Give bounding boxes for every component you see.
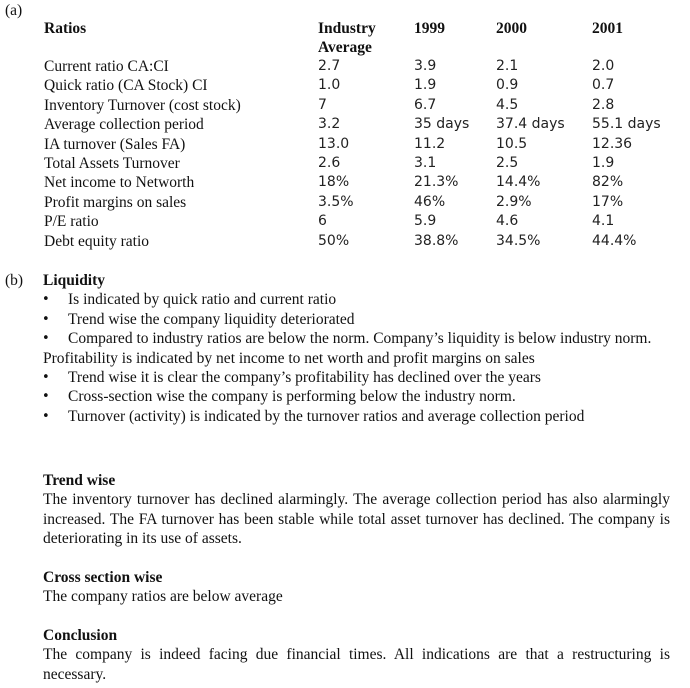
liquidity-heading: Liquidity bbox=[43, 272, 106, 289]
trend-heading: Trend wise bbox=[43, 472, 116, 489]
trend-text: The inventory turnover has declined alarmingly. The average collection period has also alarmingly increased. The FA turnover has been stable while total asset turnover has declined. The company is deteriorating in its use of assets. bbox=[43, 491, 670, 548]
profitability-intro: Profitability is indicated by net income to net worth and profit margins on sales bbox=[43, 349, 535, 367]
ratio-value-cell: 3.2 bbox=[318, 116, 341, 133]
ratio-value-cell: 0.7 bbox=[592, 77, 615, 94]
ratios-table bbox=[44, 19, 672, 251]
ratio-value-cell: 46% bbox=[414, 193, 446, 210]
header-1999: 1999 bbox=[414, 20, 445, 37]
header-2000: 2000 bbox=[496, 20, 527, 37]
table-row bbox=[44, 154, 672, 173]
part-b-label: (b) bbox=[5, 272, 24, 289]
ratio-value-cell: 2.7 bbox=[318, 58, 341, 74]
ratio-value-cell: 55.1 days bbox=[592, 116, 661, 133]
ratio-value-cell: 21.3% bbox=[414, 174, 459, 191]
table-row bbox=[44, 173, 672, 192]
ratio-name-cell: Profit margins on sales bbox=[44, 193, 187, 211]
ratio-value-cell: 2.0 bbox=[592, 58, 615, 74]
ratio-value-cell: 0.9 bbox=[496, 77, 519, 94]
list-item: • Cross-section wise the company is performing below the industry norm. bbox=[40, 387, 670, 406]
ratio-value-cell: 38.8% bbox=[414, 232, 459, 249]
list-item: • Turnover (activity) is indicated by the turnover ratios and average collection period bbox=[40, 407, 670, 426]
cross-section-text: The company ratios are below average bbox=[43, 588, 283, 606]
ratio-name-cell: Average collection period bbox=[44, 116, 204, 134]
ratio-value-cell: 13.0 bbox=[318, 135, 350, 152]
ratio-name-cell: P/E ratio bbox=[44, 213, 99, 231]
table-row bbox=[44, 96, 672, 115]
table-row bbox=[44, 57, 672, 76]
ratio-value-cell: 18% bbox=[318, 174, 350, 191]
table-row bbox=[44, 232, 672, 251]
table-body bbox=[44, 57, 672, 251]
part-a-label: (a) bbox=[5, 2, 23, 19]
ratio-value-cell: 7 bbox=[318, 96, 327, 113]
table-row bbox=[44, 212, 672, 231]
ratio-value-cell: 1.9 bbox=[414, 77, 437, 94]
table-row bbox=[44, 193, 672, 212]
header-2001: 2001 bbox=[592, 20, 623, 37]
conclusion-heading: Conclusion bbox=[43, 627, 118, 644]
ratio-value-cell: 4.6 bbox=[496, 213, 519, 230]
profitability-bullets bbox=[40, 368, 670, 426]
liquidity-section bbox=[43, 271, 670, 426]
ratio-value-cell: 4.1 bbox=[592, 213, 615, 230]
ratio-name-cell: Net income to Networth bbox=[44, 174, 195, 192]
ratio-name-cell: Current ratio CA:CI bbox=[44, 58, 169, 75]
ratio-value-cell: 4.5 bbox=[496, 96, 519, 113]
ratio-value-cell: 2.9% bbox=[496, 193, 532, 210]
cross-section-heading: Cross section wise bbox=[43, 569, 163, 586]
table-row bbox=[44, 115, 672, 134]
ratio-value-cell: 17% bbox=[592, 193, 624, 210]
list-item: • Trend wise it is clear the company’s profitability has declined over the years bbox=[40, 368, 670, 387]
ratio-name-cell: Inventory Turnover (cost stock) bbox=[44, 96, 241, 114]
list-item: • Is indicated by quick ratio and current ratio bbox=[40, 290, 670, 309]
ratio-value-cell: 34.5% bbox=[496, 232, 541, 249]
ratio-value-cell: 10.5 bbox=[496, 135, 528, 152]
header-industry-average: Industry Average bbox=[318, 20, 376, 56]
ratio-value-cell: 82% bbox=[592, 174, 624, 191]
ratio-value-cell: 6.7 bbox=[414, 96, 437, 113]
table-row bbox=[44, 76, 672, 95]
ratio-value-cell: 50% bbox=[318, 232, 350, 249]
ratio-value-cell: 3.5% bbox=[318, 193, 354, 210]
ratio-value-cell: 3.9 bbox=[414, 58, 437, 74]
ratio-value-cell: 6 bbox=[318, 213, 327, 230]
table-header-row bbox=[44, 19, 672, 57]
ratio-value-cell: 2.1 bbox=[496, 58, 519, 74]
ratio-name-cell: Total Assets Turnover bbox=[44, 155, 180, 173]
conclusion-text: The company is indeed facing due financial times. All indications are that a restructuring is necessary. bbox=[43, 646, 670, 683]
list-item: • Trend wise the company liquidity deteriorated bbox=[40, 310, 670, 329]
ratio-value-cell: 2.8 bbox=[592, 96, 615, 113]
ratio-value-cell: 1.9 bbox=[592, 155, 615, 172]
ratio-value-cell: 37.4 days bbox=[496, 116, 565, 133]
trend-section bbox=[43, 471, 670, 549]
ratio-value-cell: 2.5 bbox=[496, 155, 519, 172]
ratio-name-cell: IA turnover (Sales FA) bbox=[44, 135, 186, 153]
ratio-name-cell: Debt equity ratio bbox=[44, 232, 150, 250]
ratio-name-cell: Quick ratio (CA Stock) CI bbox=[44, 77, 208, 95]
conclusion-section bbox=[43, 626, 670, 684]
header-ratios: Ratios bbox=[44, 20, 87, 37]
list-item: • Compared to industry ratios are below the norm. Company’s liquidity is below industry norm. bbox=[40, 329, 670, 348]
ratio-value-cell: 1.0 bbox=[318, 77, 341, 94]
ratio-value-cell: 11.2 bbox=[414, 135, 446, 152]
liquidity-bullets bbox=[40, 290, 670, 348]
ratio-value-cell: 2.6 bbox=[318, 155, 341, 172]
ratio-value-cell: 5.9 bbox=[414, 213, 437, 230]
ratio-value-cell: 14.4% bbox=[496, 174, 541, 191]
ratio-value-cell: 44.4% bbox=[592, 232, 637, 249]
ratio-value-cell: 3.1 bbox=[414, 155, 437, 172]
table-row bbox=[44, 135, 672, 154]
ratio-value-cell: 35 days bbox=[414, 116, 470, 133]
ratio-value-cell: 12.36 bbox=[592, 135, 633, 152]
cross-section-section bbox=[43, 568, 670, 607]
